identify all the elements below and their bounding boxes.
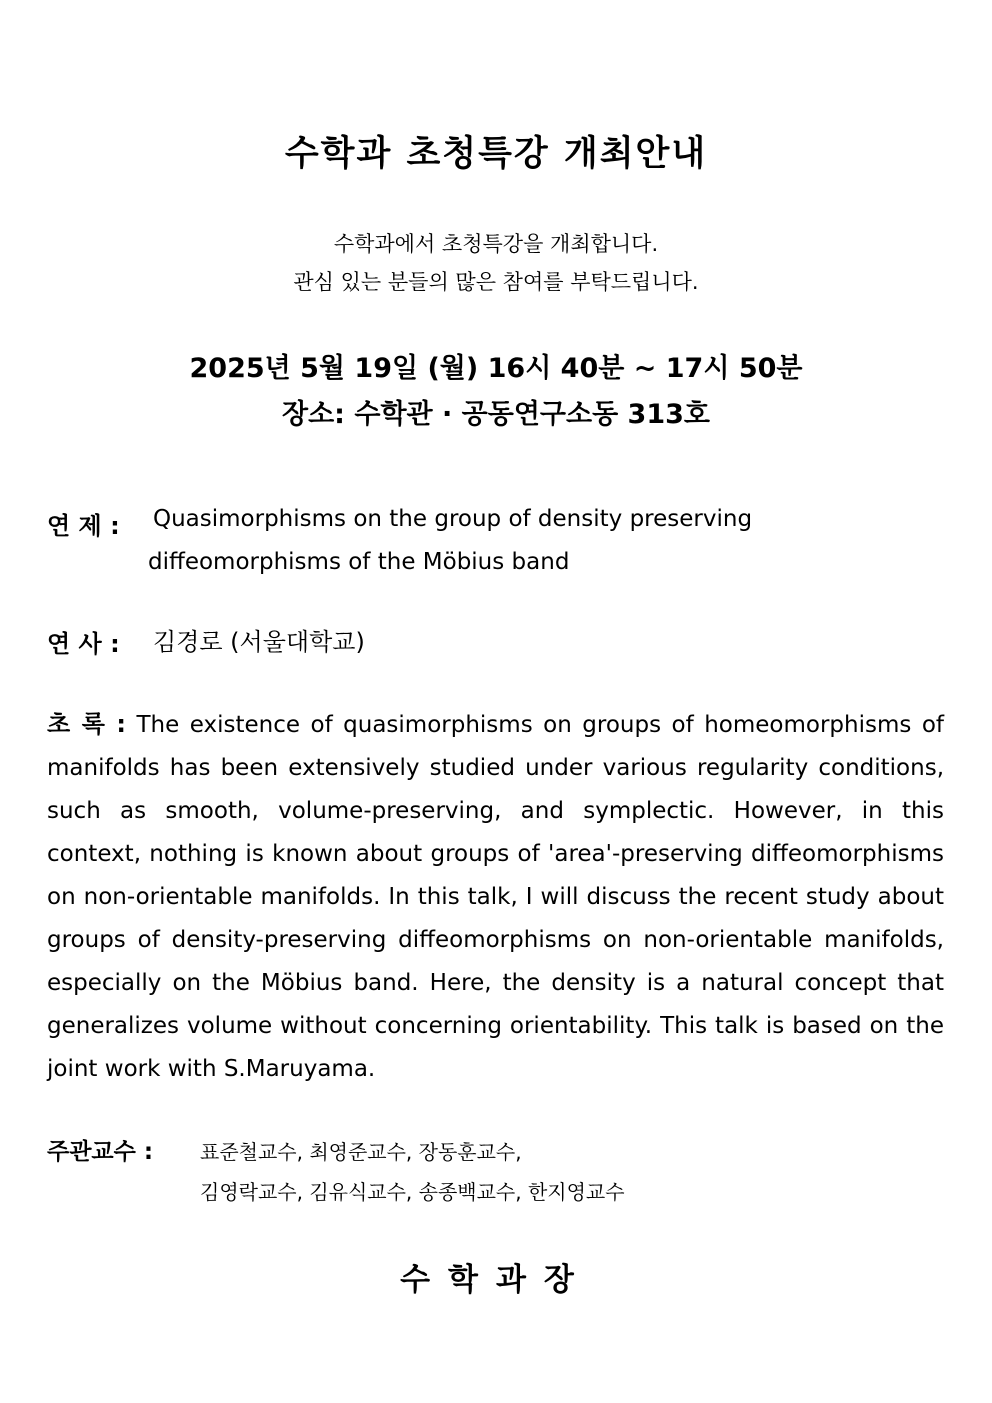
signature: 수학과장 <box>400 1262 592 1298</box>
speaker-name: 김경로 (서울대학교) <box>153 628 365 656</box>
event-place: 장소: 수학관 · 공동연구소동 313호 <box>282 399 710 430</box>
organizers-line-1: 표준철교수, 최영준교수, 장동훈교수, <box>200 1140 522 1164</box>
abstract-label: 초 록 : <box>47 710 127 738</box>
intro-line-2: 관심 있는 분들의 많은 참여를 부탁드립니다. <box>293 270 699 294</box>
event-datetime: 2025년 5월 19일 (월) 16시 40분 ~ 17시 50분 <box>189 353 803 384</box>
page-title: 수학과 초청특강 개최안내 <box>284 134 708 174</box>
abstract-text: The existence of quasimorphisms on groups of homeomorphisms of manifolds has been extensively studied under various regularity conditions, such as smooth, volume-preserving, and symplectic. However, in this context, nothing is known about groups of 'area'-preserving diffeomorphisms on non-orientable manifolds. In this talk, I will discuss the recent study about groups of density-preserving diffeomorphisms on non-orientable manifolds, especially on the Möbius band. Here, the density is a natural concept that generalizes volume without concerning orientability. This talk is based on the joint work with S.Maruyama. <box>47 712 944 1082</box>
topic-label: 연 제 : <box>47 512 120 540</box>
abstract-section <box>47 703 944 1091</box>
organizers-line-2: 김영락교수, 김유식교수, 송종백교수, 한지영교수 <box>200 1180 625 1204</box>
topic-line-1: Quasimorphisms on the group of density preserving <box>153 506 753 532</box>
topic-line-2: diffeomorphisms of the Möbius band <box>148 549 570 575</box>
intro-line-1: 수학과에서 초청특강을 개최합니다. <box>333 232 659 256</box>
speaker-label: 연 사 : <box>47 630 120 658</box>
organizers-label: 주관교수 : <box>47 1139 154 1165</box>
